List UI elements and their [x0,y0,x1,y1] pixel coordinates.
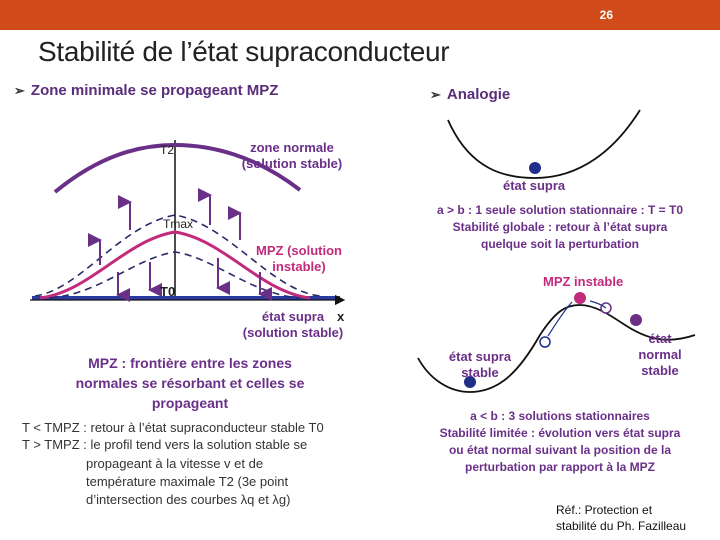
bullet-arrow-icon: ➢ [14,83,25,98]
slide-number: 26 [599,8,613,22]
reference-line: Réf.: Protection et [556,503,653,517]
reference-line: stabilité du Ph. Fazilleau [556,519,687,533]
case-line: a < b : 3 solutions stationnaires [470,409,650,423]
mpz-solution-line: instable) [272,259,326,274]
condition-line-2: T > TMPZ : le profil tend vers la solution stable se [22,437,308,452]
zone-normale-line: zone normale [250,140,334,155]
case-a-greater-b [412,202,708,253]
condition-line-1: T < TMPZ : retour à l’état supraconducteur stable T0 [22,420,324,435]
label-mpz-instable: MPZ instable [543,274,624,289]
ball-left-transit [540,337,550,347]
label-t0: T0 [160,284,176,299]
etat-supra-line: état supra [261,309,325,324]
ball-mpz [574,292,586,304]
summary-line: MPZ : frontière entre les zones [88,355,292,371]
summary-line: propageant [151,395,229,411]
supra-stable-line: état supra [448,349,512,364]
slide-title: Stabilité de l’état supraconducteur [38,36,450,67]
condition-line-4: température maximale T2 (3e point [86,474,289,489]
etat-supra-line: (solution stable) [242,325,344,340]
case-line: perturbation par rapport à la MPZ [464,460,656,474]
zone-normale-line: (solution stable) [241,156,343,171]
mpz-solution-line: MPZ (solution [256,243,342,258]
label-x: x [337,309,345,324]
label-zone-normale [232,140,352,172]
case-line: Stabilité globale : retour à l’état supra [452,220,668,234]
summary-line: normales se résorbant et celles se [75,375,305,391]
label-mpz-solution [245,243,353,275]
label-tmax: Tmax [163,217,193,231]
label-t2: T2 [160,143,175,157]
case-line: quelque soit la perturbation [480,237,639,251]
case-line: a > b : 1 seule solution stationnaire : T = T0 [436,203,684,217]
case-a-less-b [410,408,710,476]
label-etat-supra-stable [440,349,520,381]
condition-line-3: propageant à la vitesse v et de [86,456,264,471]
ball-supra [529,162,541,174]
label-etat-supra [232,309,354,341]
case-line: ou état normal suivant la position de la [448,443,672,457]
condition-line-5: d’intersection des courbes λq et λg) [86,492,291,507]
normal-stable-line: stable [641,363,679,378]
mpz-summary [40,353,340,413]
case-line: Stabilité limitée : évolution vers état supra [439,426,681,440]
bullet-arrow-icon: ➢ [430,87,441,102]
left-heading-text: Zone minimale se propageant MPZ [30,82,279,99]
label-etat-normal-stable [630,331,690,379]
normal-stable-line: normal [638,347,682,362]
reference-note [556,502,716,534]
label-etat-supra-right: état supra [503,178,566,193]
right-heading-text: Analogie [446,86,511,103]
supra-stable-line: stable [461,365,499,380]
single-well-curve [448,110,640,178]
normal-stable-line: état [648,331,672,346]
